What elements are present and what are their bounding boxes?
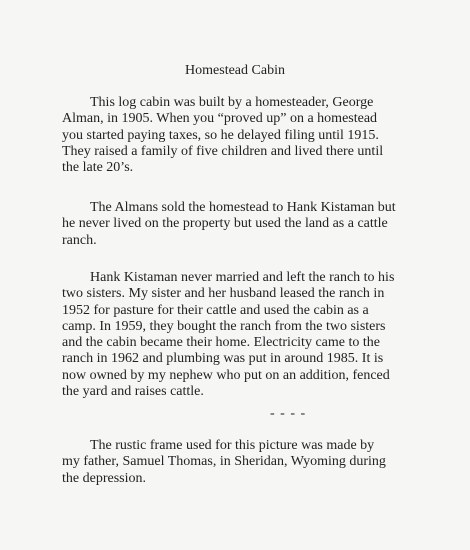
- paragraph-line: my father, Samuel Thomas, in Sheridan, Wyoming during: [62, 454, 386, 470]
- paragraph-line: ranch.: [62, 232, 97, 248]
- paragraph-line: the depression.: [62, 470, 146, 486]
- paragraph-line: They raised a family of five children and lived there until: [62, 143, 384, 159]
- paragraph-frame-note: [62, 438, 446, 487]
- paragraph-sale: [62, 200, 446, 249]
- paragraph-line: The Almans sold the homestead to Hank Kistaman but: [90, 200, 396, 215]
- paragraph-line: now owned by my nephew who put on an addition, fenced: [62, 367, 390, 383]
- document-title: Homestead Cabin: [185, 63, 285, 78]
- paragraph-line: he never lived on the property but used the land as a cattle: [62, 216, 388, 232]
- paragraph-line: The rustic frame used for this picture was made by: [90, 438, 375, 453]
- paragraph-line: Hank Kistaman never married and left the ranch to his: [90, 270, 395, 285]
- paragraph-cabin-history: [62, 95, 446, 176]
- paragraph-line: the yard and raises cattle.: [62, 384, 204, 400]
- section-separator: - - - -: [270, 406, 307, 421]
- paragraph-line: the late 20’s.: [62, 160, 134, 176]
- paragraph-ownership: [62, 270, 446, 400]
- paragraph-line: Alman, in 1905. When you “proved up” on a homestead: [62, 111, 378, 127]
- paragraph-line: two sisters. My sister and her husband leased the ranch in: [62, 286, 385, 302]
- paragraph-line: and the cabin became their home. Electricity came to the: [62, 335, 380, 351]
- paragraph-line: ranch in 1962 and plumbing was put in around 1985. It is: [62, 351, 384, 367]
- paragraph-line: camp. In 1959, they bought the ranch from the two sisters: [62, 318, 386, 334]
- paragraph-line: you started paying taxes, so he delayed filing until 1915.: [62, 127, 379, 143]
- paragraph-line: This log cabin was built by a homesteader, George: [90, 95, 374, 110]
- paragraph-line: 1952 for pasture for their cattle and used the cabin as a: [62, 302, 369, 318]
